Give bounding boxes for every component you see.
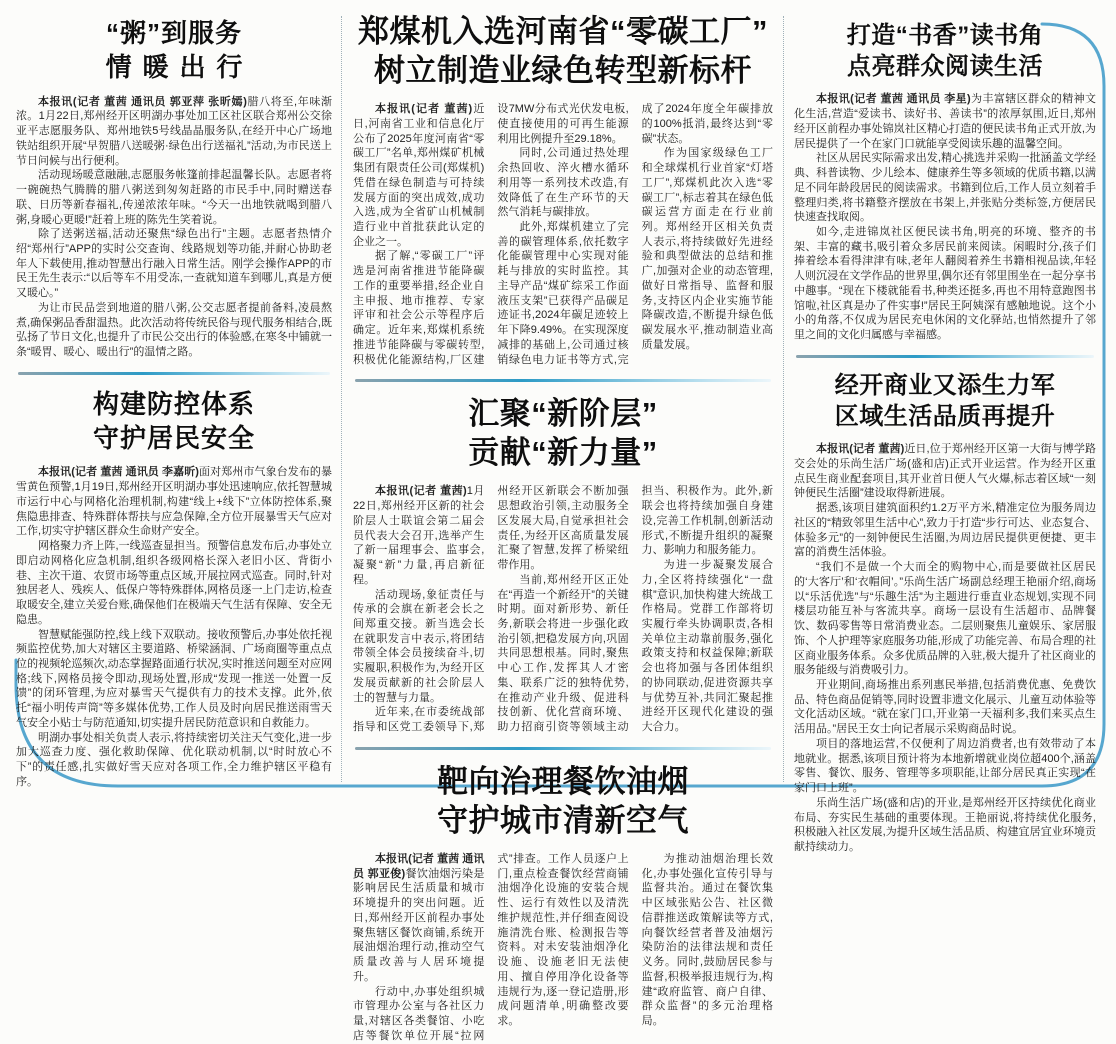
section-divider bbox=[355, 379, 771, 382]
byline: 本报讯(记者 董茜 通讯员 李星) bbox=[816, 93, 971, 106]
paragraph: 据了解,“零碳工厂”评选是河南省推进节能降碳工作的重要举措,经企业自主申报、地市推荐、专家评审和社会公示等程序后确定。近年来,郑煤机系统推进节能降碳与零碳转型,积极优化能源结构,厂区建设7MW分布式光伏发电板,使直接使用的可再生能源利用比例提升至29.18%。 bbox=[353, 103, 629, 366]
article-headline bbox=[16, 387, 332, 456]
article-headline bbox=[16, 16, 332, 85]
headline-line-1: 构建防控体系 bbox=[92, 388, 255, 419]
paragraph-text: 腊八将至,年味渐浓。1月22日,郑州经开区明湖办事处加工区社区联合郑州公交徐亚平志愿服务队、郑州地铁5号线晶晶服务队,在经开中心广场地铁站组织开展“早贺腊八送暖粥·绿色出行送福礼”活动,为市民送上节日问候与出行便利。 bbox=[16, 95, 332, 167]
article-body-columns bbox=[353, 102, 773, 367]
headline-line-1: 经开商业又添生力军 bbox=[834, 371, 1056, 399]
section-divider bbox=[796, 355, 1094, 358]
headline-line-1: 靶向治理餐饮油烟 bbox=[437, 763, 689, 799]
paragraph: 此外,郑煤机建立了完善的碳管理体系,依托数字化能碳管理中心实现对能耗与排放的实时监控。其主导产品“煤矿综采工作面液压支架”已获得产品碳足迹证书,2024年碳足迹较上年下降9.49%。在实现深度减排的基础上,公司通过核销绿色电力证书等方式,完成了2024年度全年碳排放的100%抵消,最终达到“零碳”状态。 bbox=[497, 103, 773, 366]
paragraph bbox=[794, 442, 1096, 501]
byline: 本报讯(记者 董茜) bbox=[375, 485, 467, 498]
paragraph-text: 近日,河南省工业和信息化厅公布了2025年度河南省“零碳工厂”名单,郑州煤矿机械集团有限责任公司(郑煤机)凭借在绿色制造与可持续发展方面的突出成效,成功入选,成为全省矿山机械制造行业中首批获此认定的企业之一。 bbox=[353, 103, 485, 248]
paragraph-text: 为丰富辖区群众的精神文化生活,营造“爱读书、读好书、善读书”的浓厚氛围,近日,郑州经开区前程办事处锦岚社区精心打造的便民读书角正式开放,为居民提供了一个在家门口就能享受阅读乐趣的温馨空间。 bbox=[794, 93, 1096, 150]
article-headline bbox=[794, 20, 1096, 82]
left-column bbox=[16, 10, 332, 790]
article-zero-carbon-factory bbox=[353, 12, 773, 367]
headline-line-1: 汇聚“新阶层” bbox=[468, 396, 658, 432]
paragraph: 网格聚力齐上阵,一线巡查显担当。预警信息发布后,办事处立即启动网格化应急机制,组织各级网格长深入老旧小区、背街小巷、主次干道、农贸市场等重点区域,开展拉网式巡查。同时,针对独居老人、残疾人、低保户等特殊群体,网格员逐一上门走访,检查取暖安全,建立关爱台账,确保他们在极端天气生活有保障、安全无隐患。 bbox=[16, 540, 332, 626]
section-divider bbox=[355, 747, 771, 750]
article-new-mall-opening bbox=[794, 370, 1096, 855]
paragraph: 明湖办事处相关负责人表示,将持续密切关注天气变化,进一步加大巡查力度、强化救助保障、优化联动机制,以“时时放心不下”的责任感,扎实做好雪天应对各项工作,全力维护辖区平稳有序。 bbox=[16, 731, 332, 788]
headline-line-2: 点亮群众阅读生活 bbox=[847, 53, 1043, 81]
article-headline bbox=[794, 370, 1096, 432]
paragraph: 如今,走进锦岚社区便民读书角,明亮的环境、整齐的书架、丰富的藏书,吸引着众多居民前来阅读。闲暇时分,孩子们捧着绘本看得津津有味,老年人翻阅着养生书籍相视品读,年轻人则沉浸在文学作品的世界里,偶尔还有邻里围坐在一起分享书中趣事。“现在下楼就能看书,种类还挺多,再也不用特意跑图书馆啦,社区真是办了件实事!”居民王阿姨深有感触地说。这个小小的角落,不仅成为居民充电休闲的文化驿站,也悄然提升了邻里之间的文化归属感与幸福感。 bbox=[794, 225, 1096, 342]
article-headline bbox=[353, 394, 773, 472]
headline-line-2: 区域生活品质再提升 bbox=[834, 403, 1056, 431]
paragraph: 作为国家级绿色工厂和全球煤机行业首家“灯塔工厂”,郑煤机此次入选“零碳工厂”,标志着其在绿色低碳运营方面走在行业前列。郑州经开区相关负责人表示,将持续做好先进经验和典型做法的总结和推广,加强对企业的动态管理,做好日常指导、监督和服务,支持区内企业实施节能降碳改造,不断提升绿色低碳发展水平,推动制造业高质量发展。 bbox=[641, 147, 773, 351]
paragraph: 活动现场暖意融融,志愿服务帐篷前排起温馨长队。志愿者将一碗碗热气腾腾的腊八粥送到匆匆赶路的市民手中,同时赠送春联、日历等新春福礼,传递浓浓年味。“今天一出地铁就喝到腊八粥,身暖心更暖!”赶着上班的陈先生笑着说。 bbox=[16, 169, 332, 226]
paragraph: “我们不是做一个大而全的购物中心,而是要做社区居民的‘大客厅’和‘衣帽间’。”乐尚生活广场副总经理王艳丽介绍,商场以“乐活优选”与“乐趣生活”为主题进行垂直业态规划,实现不同楼层功能互补与客流共享。商场一层设有生活超市、品牌餐饮、数码零售等日常消费业态。二层则聚焦儿童娱乐、家居服饰、个人护理等家庭服务功能,形成了功能完善、布局合理的社区商业服务体系。众多优质品牌的入驻,极大提升了社区商业的服务能级与消费吸引力。 bbox=[794, 561, 1096, 677]
headline-line-1: 打造“书香”读书角 bbox=[846, 22, 1044, 49]
headline-line-2: 情暖出行 bbox=[105, 52, 254, 83]
column-divider-right bbox=[783, 16, 784, 782]
paragraph: 除了送粥送福,活动还聚焦“绿色出行”主题。志愿者热情介绍“郑州行”APP的实时公交查询、线路规划等功能,并耐心协助老年人下载使用,推动智慧出行融入日常生活。刚学会操作APP的市民王先生表示:“以后等车不用受冻,一查就知道车到哪儿,真是方便又暖心。” bbox=[16, 228, 332, 300]
headline-line-2: 树立制造业绿色转型新标杆 bbox=[374, 53, 752, 89]
paragraph: 乐尚生活广场(盛和店)的开业,是郑州经开区持续优化商业布局、夯实民生基础的重要体现。王艳丽说,将持续优化服务,积极融入社区发展,为提升区域生活品质、构建宜居宜业环境贡献持续动力。 bbox=[794, 796, 1096, 854]
paragraph: 活动现场,象征责任与传承的会旗在新老会长之间郑重交接。新当选会长在就职发言中表示,将团结带领全体会员接续奋斗,切实履职,积极作为,为经开区发展贡献新的社会阶层人士的智慧与力量。 bbox=[353, 588, 485, 704]
article-body-columns bbox=[353, 484, 773, 734]
paragraph bbox=[794, 92, 1096, 151]
paragraph: 行动中,办事处组织城市管理办公室与各社区力量,对辖区各类餐馆、小吃店等餐饮单位开展“拉网式”排查。工作人员逐户上门,重点检查餐饮经营商铺油烟净化设施的安装合规性、运行有效性以及清洗维护规范性,并仔细查阅设施清洗台账、检测报告等资料。对未安装油烟净化设施、设施老旧无法使用、擅自停用净化设备等违规行为,逐一登记造册,形成问题清单,明确整改要求。 bbox=[353, 852, 629, 1042]
article-reading-corner bbox=[794, 20, 1096, 343]
headline-line-2: 贡献“新力量” bbox=[468, 435, 658, 471]
right-column bbox=[794, 12, 1096, 855]
byline: 本报讯(记者 董茜 通讯员 郭亚俊) bbox=[353, 852, 485, 880]
paragraph bbox=[16, 465, 332, 539]
byline: 本报讯(记者 董茜) bbox=[816, 443, 905, 456]
headline-line-1: 郑煤机入选河南省“零碳工厂” bbox=[358, 14, 768, 49]
byline: 本报讯(记者 董茜) bbox=[375, 103, 473, 116]
paragraph: 近年来,在市委统战部指导和区党工委领导下,郑州经开区新联会不断加强思想政治引领,主动服务全区发展大局,自觉承担社会责任,为经开区高质量发展汇聚了智慧,发挥了桥梁纽带作用。 bbox=[353, 485, 629, 734]
paragraph-text: 面对郑州市气象台发布的暴雪黄色预警,1月19日,郑州经开区明湖办事处迅速响应,依托智慧城市运行中心与网格化治理机制,构建“线上+线下”立体防控体系,聚焦隐患排查、特殊群体帮扶与应急保障,全方位开展暴雪天气应对工作,切实守护辖区群众生命财产安全。 bbox=[16, 466, 333, 538]
paragraph: 为推动油烟治理长效化,办事处强化宣传引导与监督共治。通过在餐饮集中区域张贴公告、社区微信群推送政策解读等方式,向餐饮经营者普及油烟污染防治的法律法规和责任义务。同时,鼓励居民参与监督,积极举报违规行为,构建“政府监管、商户自律、群众监督”的多元治理格局。 bbox=[641, 852, 773, 1028]
paragraph-text: 1月22日,郑州经开区新的社会阶层人士联谊会第二届会员代表大会召开,选举产生了新一届理事会、监事会,凝聚“新”力量,再启新征程。 bbox=[353, 485, 485, 586]
article-cooking-fume-control bbox=[353, 762, 773, 1044]
paragraph-text: 餐饮油烟污染是影响居民生活质量和城市环境提升的突出问题。近日,郑州经开区前程办事处聚焦辖区餐饮商铺,系统开展油烟治理行动,推动空气质量改善与人居环境提升。 bbox=[353, 867, 485, 983]
headline-line-1: “粥”到服务 bbox=[105, 18, 242, 48]
paragraph-text: 近日,位于郑州经开区第一大街与博学路交会处的乐尚生活广场(盛和店)正式开业运营。作为经开区重点民生商业配套项目,其开业首日便人气火爆,标志着区域“一刻钟便民生活圈”建设取得新进展。 bbox=[794, 443, 1096, 500]
paragraph: 同时,公司通过热处理余热回收、淬火槽水循环利用等一系列技术改造,有效降低了在生产环节的天然气消耗与碳排放。 bbox=[497, 147, 629, 219]
paragraph: 开业期间,商场推出系列惠民举措,包括消费优惠、免费饮品、特色商品促销等,同时设置非遗文化展示、儿童互动体验等文化活动区域。“就在家门口,开业第一天福利多,我们来买点生活用品。”居民王女士向记者展示采购商品时说。 bbox=[794, 678, 1096, 736]
paragraph bbox=[353, 484, 484, 587]
column-divider-left bbox=[341, 16, 342, 782]
byline: 本报讯(记者 董茜 通讯员 李嘉昕) bbox=[38, 466, 199, 479]
section-divider bbox=[18, 372, 330, 375]
byline: 本报讯(记者 董茜 通讯员 郭亚萍 张昕嫣) bbox=[38, 95, 247, 108]
paragraph bbox=[353, 852, 484, 985]
middle-column bbox=[353, 8, 773, 1044]
paragraph: 为让市民品尝到地道的腊八粥,公交志愿者提前备料,凌晨熬煮,确保粥品香甜温热。此次活动将传统民俗与现代服务相结合,既弘扬了节日文化,也提升了市民公交出行的体验感,在寒冬中铺就一条“暖胃、暖心、暖出行”的温情之路。 bbox=[16, 301, 332, 359]
article-new-social-stratum bbox=[353, 394, 773, 735]
paragraph: 为进一步凝聚发展合力,全区将持续强化“一盘棋”意识,加快构建大统战工作格局。党群工作部将切实履行牵头协调职责,各相关单位主动靠前服务,强化政策支持和权益保障;新联会也将加强与各团体组织的协同联动,促进资源共享与优势互补,共同汇聚起推进经开区现代化建设的强大合力。 bbox=[641, 559, 773, 734]
article-headline bbox=[353, 12, 773, 90]
paragraph bbox=[16, 95, 332, 169]
paragraph bbox=[353, 102, 484, 249]
headline-line-2: 守护居民安全 bbox=[92, 423, 255, 454]
article-snow-prevention bbox=[16, 387, 332, 790]
paragraph: 社区从居民实际需求出发,精心挑选并采购一批涵盖文学经典、科普读物、少儿绘本、健康养生等多领域的优质书籍,以满足不同年龄段居民的阅读需求。书籍到位后,工作人员立刻着手整理归类,将书籍整齐摆放在书架上,并张贴分类标签,方便居民快速查找取阅。 bbox=[794, 152, 1096, 224]
paragraph: 项目的落地运营,不仅便利了周边消费者,也有效带动了本地就业。据悉,该项目预计将为本地新增就业岗位超400个,涵盖零售、餐饮、服务、管理等多项职能,让部分居民真正实现“在家门口上班”。 bbox=[794, 737, 1096, 795]
paragraph: 智慧赋能强防控,线上线下双联动。接收预警后,办事处依托视频监控优势,加大对辖区主要道路、桥梁涵洞、广场商圈等重点点位的视频轮巡频次,动态掌握路面通行状况,实时推送问题至对应网格;线下,网格员接令即动,现场处置,形成“发现一推送一处置一反馈”的闭环管理,为应对暴雪天气提供有力的技术支撑。此外,依托“福小明传声筒”等多媒体优势,工作人员及时向居民推送雨雪天气安全小贴士与防范通知,切实提升居民防范意识和自救能力。 bbox=[16, 628, 332, 729]
article-porridge-warm-travel bbox=[16, 16, 332, 360]
paragraph: 据悉,该项目建筑面积约1.2万平方米,精准定位为服务周边社区的“精致邻里生活中心”,致力于打造“步行可达、业态复合、体验多元”的一刻钟便民生活圈,为周边居民提供更便捷、更丰富的消费生活体验。 bbox=[794, 502, 1096, 559]
headline-line-2: 守护城市清新空气 bbox=[437, 802, 689, 838]
paragraph: 当前,郑州经开区正处在“再造一个新经开”的关键时期。面对新形势、新任务,新联会将进一步强化政治引领,把稳发展方向,巩固共同思想根基。同时,聚焦中心工作,发挥其人才密集、联系广泛的独特优势,在推动产业升级、促进科技创新、优化营商环境、助力招商引资等领域主动担当、积极作为。此外,新联会也将持续加强自身建设,完善工作机制,创新活动形式,不断提升组织的凝聚力、影响力和服务能力。 bbox=[497, 485, 773, 734]
article-body-columns bbox=[353, 852, 773, 1044]
